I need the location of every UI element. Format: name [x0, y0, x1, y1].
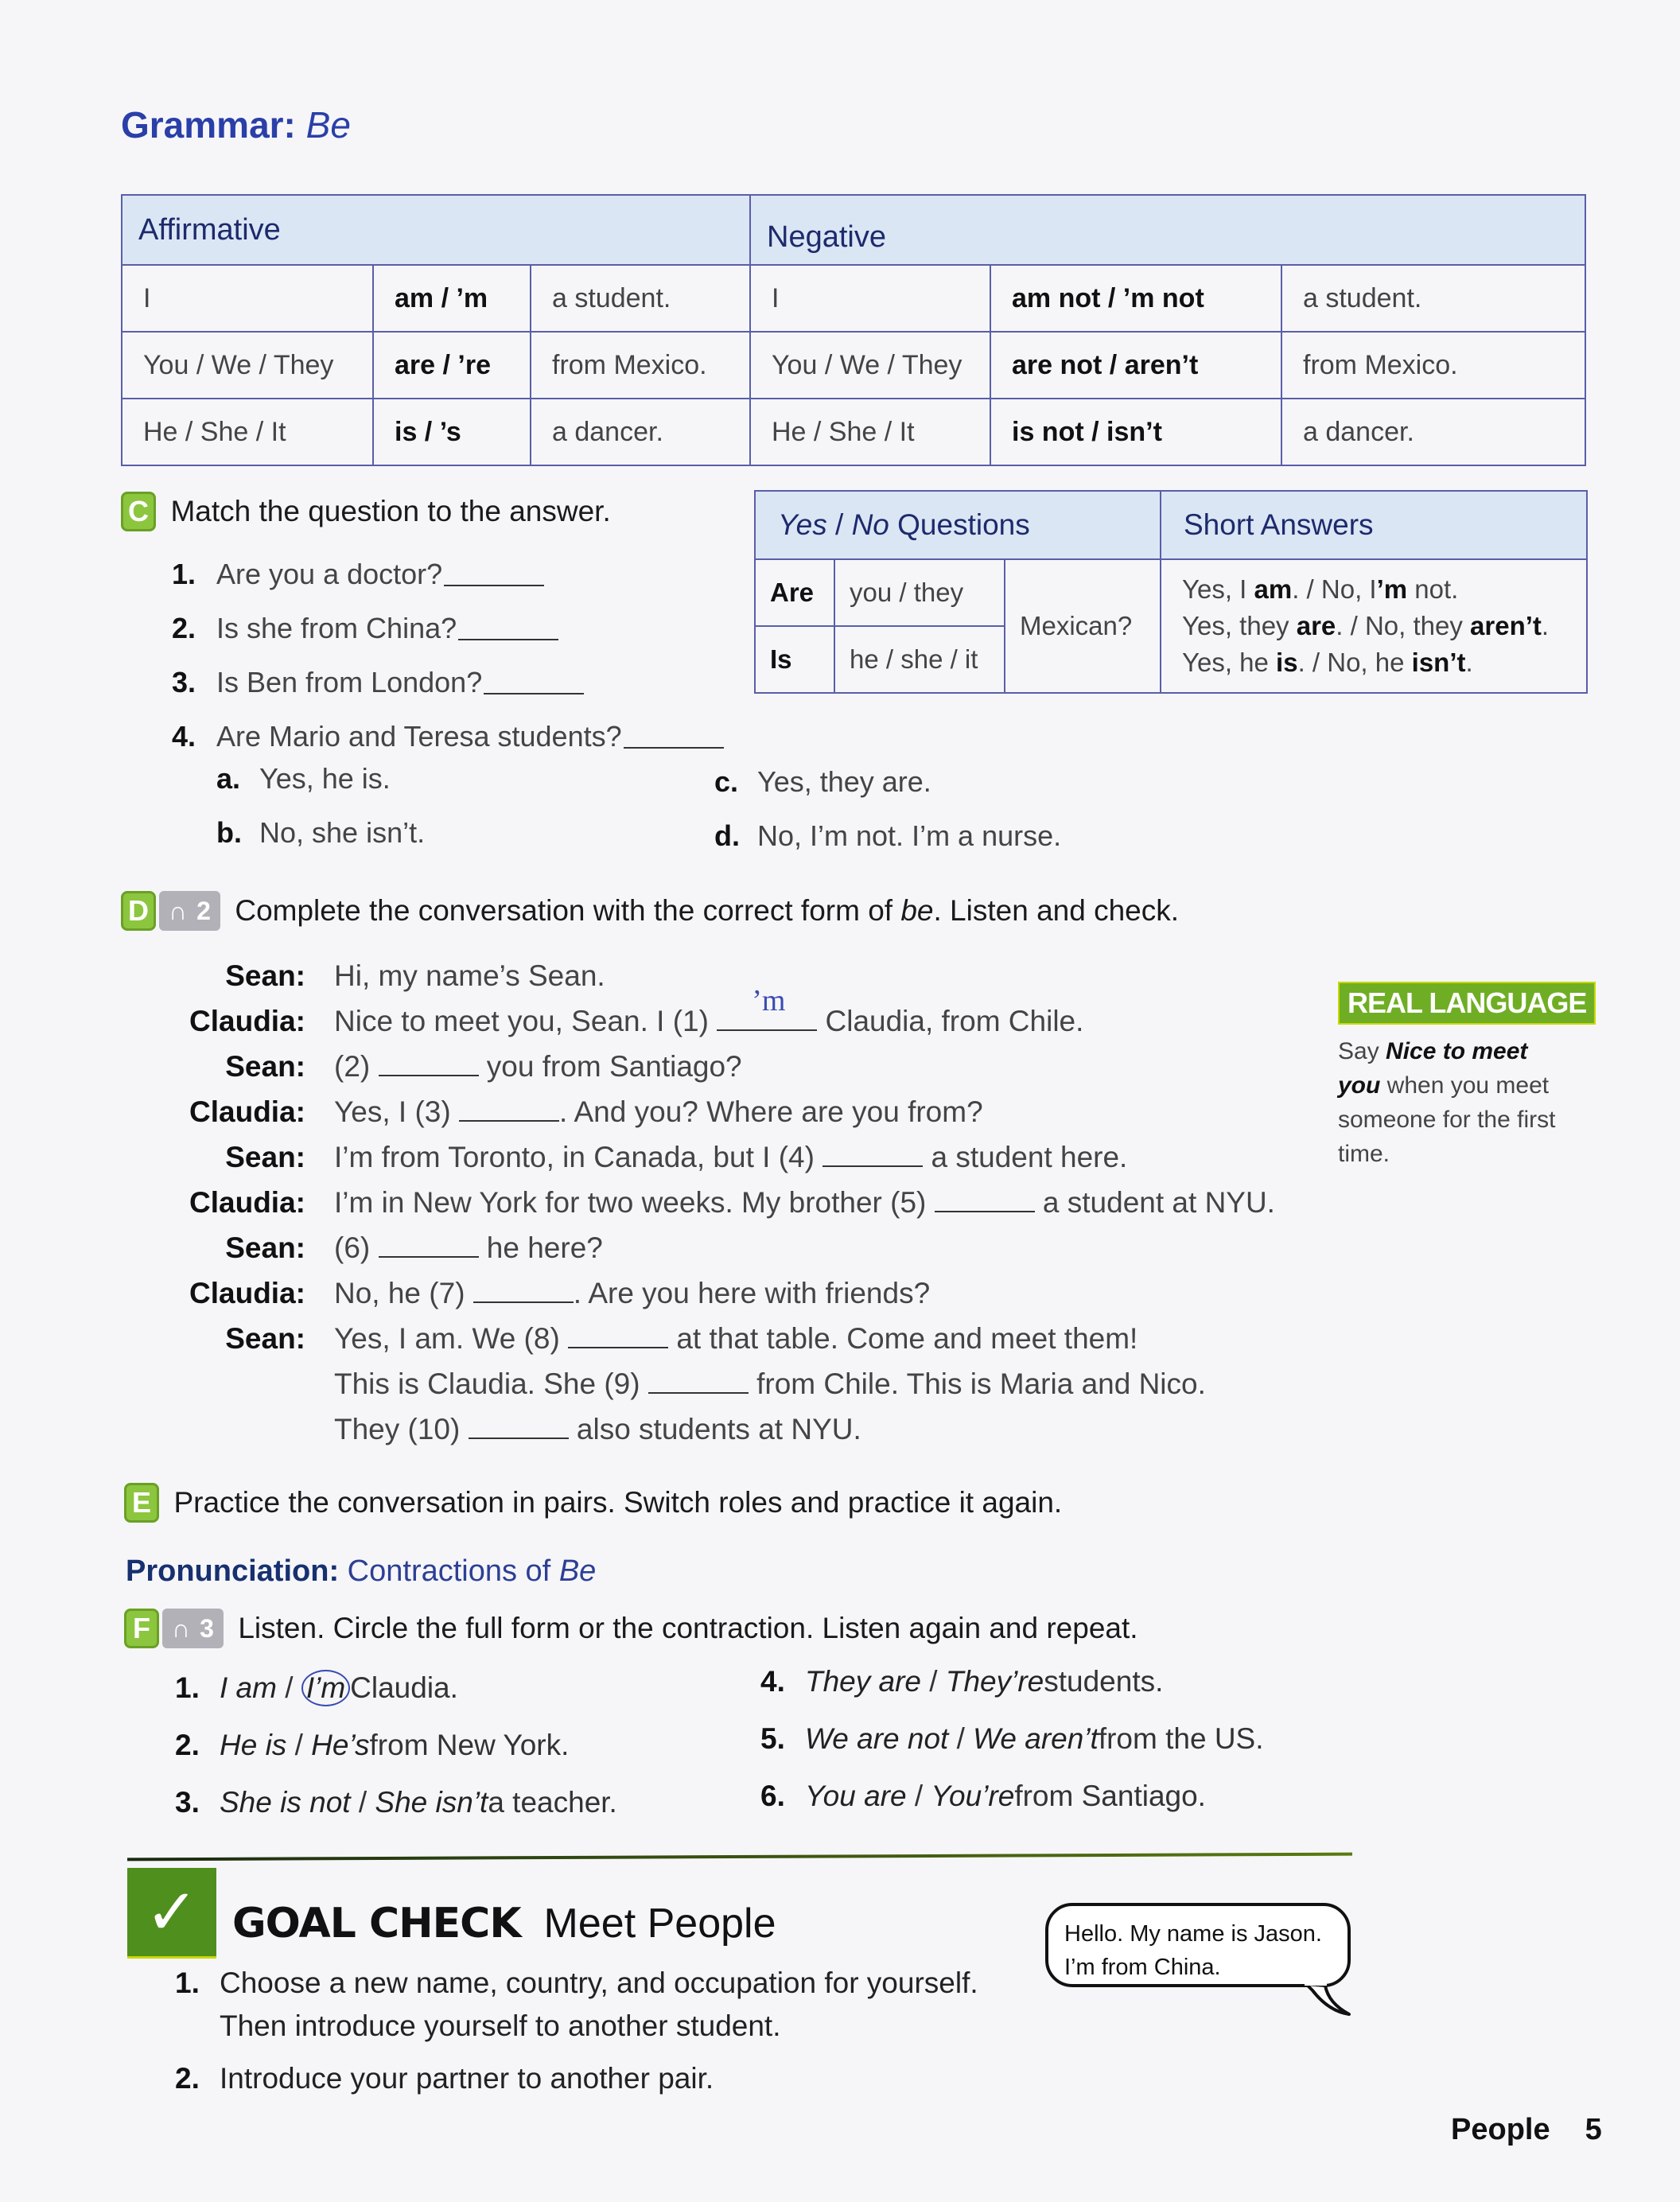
dialog-line: Claudia: Yes, I (3) . And you? Where are you from? — [189, 1095, 983, 1128]
section-c-header — [121, 492, 611, 531]
dialog-line: Sean: Hi, my name’s Sean. — [225, 959, 605, 992]
list-item: 1. Are you a doctor? — [172, 547, 724, 601]
section-e-instruction: Practice the conversation in pairs. Switch roles and practice it again. — [173, 1486, 1063, 1519]
real-language-tag: REAL LANGUAGE — [1338, 982, 1596, 1025]
circled-answer[interactable]: I’m — [301, 1670, 350, 1706]
dialog-line: Sean: I’m from Toronto, in Canada, but I (4) a student here. — [225, 1140, 1128, 1173]
list-item: 1. I am / I’m Claudia. — [175, 1659, 617, 1717]
question-list — [172, 547, 724, 764]
checkmark-icon: ✓ — [127, 1868, 216, 1959]
pronunciation-list-right — [760, 1653, 1264, 1825]
answer-blank[interactable] — [935, 1189, 1035, 1212]
real-language-text: Say Nice to meet you when you meet someone for the first time. — [1338, 1038, 1556, 1167]
section-e-badge: E — [124, 1483, 159, 1523]
dialog-line: Sean: (2) you from Santiago? — [225, 1049, 742, 1083]
answer-blank[interactable] — [484, 671, 584, 694]
section-f-instruction: Listen. Circle the full form or the contraction. Listen again and repeat. — [238, 1612, 1138, 1644]
yes-no-header: Yes / No Questions — [755, 491, 1161, 559]
section-c-badge: C — [121, 492, 156, 531]
dialog-line: They (10) also students at NYU. — [334, 1412, 861, 1445]
list-item: 4. They are / They’re students. — [760, 1665, 1164, 1698]
audio-track-button[interactable]: ∩ 2 — [159, 891, 220, 931]
speech-bubble-tail-icon — [1305, 1979, 1352, 2019]
answer-blank[interactable] — [379, 1234, 479, 1258]
yes-no-questions-table: Yes / No Questions Short Answers Are you / they Mexican? Yes, I am. / No, I’m not. Yes, they are. / No, they aren’t. Yes, he is. / No, he isn’t. Is he / she / it — [754, 490, 1588, 694]
answer-blank[interactable] — [568, 1325, 668, 1348]
list-item: 4. Are Mario and Teresa students? — [172, 710, 724, 764]
answer-blank[interactable] — [444, 562, 544, 586]
goal-check-title: GOAL CHECK Meet People — [232, 1900, 776, 1947]
dialog-line: Sean: Yes, I am. We (8) at that table. Come and meet them! — [225, 1321, 1138, 1355]
section-d-instruction: Complete the conversation with the correct form of be. Listen and check. — [235, 894, 1180, 927]
handwritten-answer: ’m — [752, 983, 786, 1017]
pronunciation-list-left — [175, 1659, 617, 1831]
answer-blank[interactable] — [624, 725, 724, 749]
answer-blank[interactable] — [379, 1052, 479, 1076]
dialog-line: Claudia: I’m in New York for two weeks. My brother (5) a student at NYU. — [189, 1185, 1275, 1219]
table-row: I am / ’m a student. I am not / ’m not a student. — [122, 265, 1585, 332]
dialog-line: This is Claudia. She (9) from Chile. This is Maria and Nico. — [334, 1367, 1206, 1400]
headphones-icon: ∩ — [172, 1613, 191, 1643]
section-d-badge: D — [121, 891, 156, 931]
table-row: He / She / It is / ’s a dancer. He / She / It is not / isn’t a dancer. — [122, 399, 1585, 465]
table-row: You / We / They are / ’re from Mexico. You / We / They are not / aren’t from Mexico. — [122, 332, 1585, 399]
negative-header: Negative — [750, 195, 1585, 265]
answer-a: a. Yes, he is. — [216, 762, 391, 795]
real-language-box — [1338, 982, 1596, 1171]
divider — [127, 1853, 1352, 1862]
answer-b: b. No, she isn’t. — [216, 816, 426, 849]
list-item: 2. He is / He’s from New York. — [175, 1729, 570, 1761]
short-answers-header: Short Answers — [1161, 491, 1587, 559]
list-item: 6. You are / You’re from Santiago. — [760, 1780, 1206, 1812]
dialog-line: Claudia: Nice to meet you, Sean. I (1) ’m Claudia, from Chile. — [189, 983, 1084, 1037]
short-answers: Yes, I am. / No, I’m not. Yes, they are. / No, they aren’t. Yes, he is. / No, he isn’t. — [1161, 559, 1587, 693]
conversation — [159, 953, 1275, 1452]
answer-blank[interactable] — [473, 1279, 574, 1303]
answer-blank[interactable] — [469, 1415, 569, 1439]
answer-blank[interactable] — [717, 983, 817, 1031]
answer-c: c. Yes, they are. — [714, 765, 931, 798]
page-number: 5 — [1585, 2113, 1602, 2146]
section-f-header — [124, 1609, 1138, 1648]
page-footer — [1451, 2113, 1602, 2147]
answer-blank[interactable] — [459, 1098, 559, 1122]
list-item: 2. Introduce your partner to another pair. — [175, 2062, 714, 2095]
speech-bubble: Hello. My name is Jason. I’m from China. — [1045, 1903, 1351, 1987]
section-d-header — [121, 891, 1179, 931]
list-item: 5. We are not / We aren’t from the US. — [760, 1722, 1264, 1755]
unit-name: People — [1451, 2113, 1550, 2146]
grammar-table — [121, 194, 1586, 466]
answer-blank[interactable] — [822, 1143, 923, 1167]
dialog-line: Claudia: No, he (7) . Are you here with friends? — [189, 1276, 931, 1309]
headphones-icon: ∩ — [169, 896, 188, 925]
section-e-header — [124, 1483, 1062, 1523]
audio-track-button[interactable]: ∩ 3 — [162, 1609, 224, 1648]
section-f-badge: F — [124, 1609, 159, 1648]
pronunciation-heading: Pronunciation: Contractions of Be — [126, 1554, 597, 1588]
answer-blank[interactable] — [648, 1370, 749, 1394]
list-item: 3. Is Ben from London? — [172, 656, 724, 710]
list-item: 1. Choose a new name, country, and occupation for yourself. Then introduce yourself to another student. — [175, 1967, 978, 2042]
answer-blank[interactable] — [458, 617, 558, 640]
affirmative-header: Affirmative — [122, 195, 750, 265]
section-c-instruction: Match the question to the answer. — [170, 495, 611, 527]
grammar-heading: Grammar: Be — [121, 104, 351, 146]
answer-d: d. No, I’m not. I’m a nurse. — [714, 819, 1062, 852]
dialog-line: Sean: (6) he here? — [225, 1231, 603, 1264]
goal-check-list — [175, 1962, 978, 2100]
list-item: 2. Is she from China? — [172, 601, 724, 656]
list-item: 3. She is not / She isn’t a teacher. — [175, 1786, 617, 1819]
